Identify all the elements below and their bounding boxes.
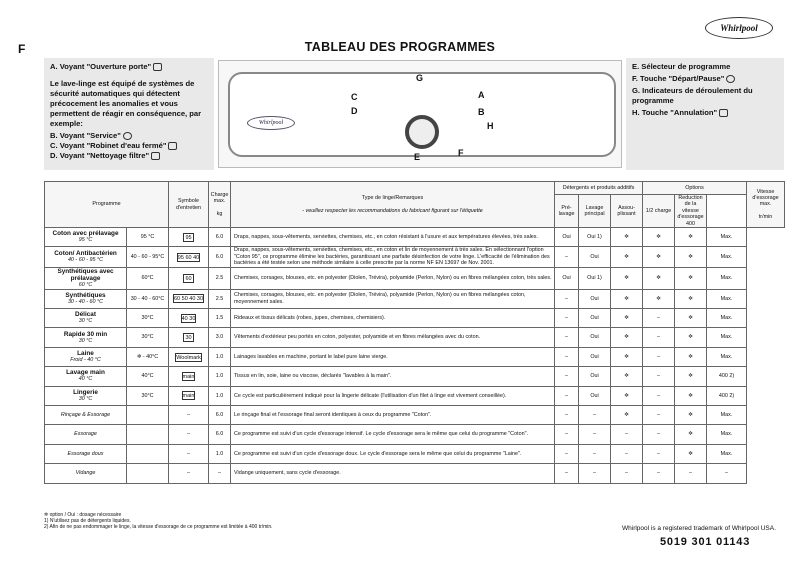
right-legend-panel [626,58,784,170]
cell-name [45,444,127,463]
trademark-note: Whirlpool is a registered trademark of Whirlpool USA. [622,525,776,532]
cell-spin-reduction: ✲ [675,444,707,463]
care-label-icon: 30 [183,333,194,342]
cell-symbol-temp: 30°C [127,328,169,347]
programme-name: Délicat [75,311,96,319]
cell-max-speed: Max. [707,405,747,424]
cell-name [45,228,127,247]
table-row [45,425,785,444]
cell-description: Rideaux et tissus délicats (robes, jupes, chemises, chemisiers). [231,309,555,328]
cell-care-symbol: – [169,405,209,424]
legend-c: C. Voyant "Robinet d'eau fermé" [50,141,208,151]
label-f: F [458,148,464,158]
cell-charge: 3.0 [209,328,231,347]
cell-spin-reduction: ✲ [675,267,707,289]
cell-spin-reduction: ✲ [675,347,707,366]
programme-name: Lingerie [73,388,98,396]
label-a: A [478,90,485,100]
program-selector-dial [405,115,439,149]
cell-symbol-temp [127,405,169,424]
programme-table [44,181,784,484]
programme-temp: 30 °C [78,395,93,402]
cell-description: Tissus en lin, soie, laine ou viscose, déclarés "lavables à la main". [231,367,555,386]
care-label-icon: main [182,373,195,380]
table-row [45,228,785,247]
cell-lavage: Oui [579,289,611,308]
programme-name: Coton avec prélavage [52,230,119,238]
cell-max-speed: Max. [707,289,747,308]
programme-temp: 30 °C [78,318,93,325]
label-g: G [416,73,424,83]
cell-symbol-temp: ✲ - 40°C [127,347,169,366]
cell-name [45,347,127,366]
cell-symbol-temp: 30 - 40 - 60°C [127,289,169,308]
table-row [45,405,785,424]
cell-prelavage: – [555,425,579,444]
table-row [45,386,785,405]
cell-description: Ce programme est suivi d'un cycle d'essorage intensif. Le cycle d'essorage sera le même que celui du programme "Coton". [231,425,555,444]
cell-spin-reduction: – [675,464,707,483]
cell-charge: 1.5 [209,309,231,328]
cell-max-speed: – [707,464,747,483]
footnote: 1) N'utilisez pas de détergents liquides. [44,518,131,524]
legend-a: A. Voyant "Ouverture porte" [50,62,208,72]
programme-temp: Froid - 40 °C [70,357,101,363]
cell-name [45,464,127,483]
cell-charge: – [209,464,231,483]
table-row [45,444,785,463]
cell-max-speed: Max. [707,228,747,247]
col-lavage: Lavage principal [579,195,611,228]
label-c: C [351,92,358,102]
cell-symbol-temp: 95 °C [127,228,169,247]
cell-half-load: – [643,328,675,347]
cancel-icon [719,109,728,117]
cell-symbol-temp: 30°C [127,386,169,405]
legend-b: B. Voyant "Service" [50,131,208,141]
cell-lavage: – [579,405,611,424]
programme-temp: 60 °C [78,281,93,288]
cell-prelavage: – [555,464,579,483]
cell-max-speed: Max. [707,267,747,289]
care-label-icon: 95 [183,233,194,242]
cell-spin-reduction: ✲ [675,386,707,405]
table-row [45,367,785,386]
care-label-icon: 60 [183,274,194,283]
cell-spin-reduction: ✲ [675,309,707,328]
label-h: H [487,121,494,131]
programme-temp: 95 °C [78,237,93,244]
care-label-icon: 60 50 40 30 [173,296,204,303]
cell-description: Vidange uniquement, sans cycle d'essorage. [231,464,555,483]
table-row [45,247,785,267]
cell-prelavage: – [555,367,579,386]
cell-description: Ce cycle est particulièrement indiqué pour la lingerie délicate (l'utilisation d'un filet à linge est vivement conseillée). [231,386,555,405]
section-letter: F [18,42,26,56]
col-assoup: Assou-plissant [611,195,643,228]
cell-charge: 1.0 [209,386,231,405]
cell-care-symbol [169,267,209,289]
cell-lavage: Oui [579,309,611,328]
cell-lavage: Oui [579,328,611,347]
cell-max-speed: Max. [707,309,747,328]
legend-intro: Le lave-linge est équipé de systèmes de sécurité automatiques qui détectent précocement les anomalies et vous permettent de réagir en conséquence, par exemple: [50,79,202,128]
cell-prelavage: – [555,309,579,328]
cell-max-speed: Max. [707,444,747,463]
cell-symbol-temp: 40 - 60 - 95°C [127,247,169,267]
cell-charge: 6.0 [209,228,231,247]
cell-lavage: – [579,444,611,463]
cell-name [45,405,127,424]
cell-spin-reduction: ✲ [675,367,707,386]
cell-spin-reduction: ✲ [675,405,707,424]
service-icon [123,132,132,140]
programme-name: Rapide 30 min [63,330,108,338]
programme-name: Lavage main [66,369,105,377]
col-type: Type de linge/Remarques - veuillez respecter les recommandations du fabricant figurant sur l'étiquette [231,182,555,228]
cell-prelavage: – [555,289,579,308]
cell-assoup: ✲ [611,347,643,366]
cell-assoup: ✲ [611,309,643,328]
cell-care-symbol [169,328,209,347]
cell-description: Lainages lavables en machine, portant le label pure laine vierge. [231,347,555,366]
cell-symbol-temp [127,464,169,483]
cell-assoup: – [611,444,643,463]
cell-name [45,247,127,267]
cell-care-symbol: – [169,464,209,483]
legend-h: H. Touche "Annulation" [632,108,778,118]
cell-half-load: – [643,386,675,405]
cell-name [45,425,127,444]
cell-prelavage: Oui [555,228,579,247]
cell-symbol-temp [127,425,169,444]
cell-lavage: – [579,425,611,444]
cell-description: Chemises, corsages, blouses, etc. en polyester (Diolen, Trévira), polyamide (Perlon, Nylon) ou en fibres mélangées coton, moyennement sales. [231,289,555,308]
cell-max-speed: Max. [707,328,747,347]
cell-care-symbol [169,367,209,386]
cell-assoup: ✲ [611,328,643,347]
programme-temp: 30 °C [78,337,93,344]
cell-prelavage: – [555,444,579,463]
table-group-header [45,182,785,195]
programme-name: Synthétiques [65,291,106,299]
programme-temp: 30 - 40 - 60 °C [67,298,104,305]
cell-name [45,267,127,289]
table-row [45,347,785,366]
cell-charge: 1.0 [209,347,231,366]
cell-symbol-temp: 30°C [127,309,169,328]
panel-logo: Whirlpool [247,116,295,130]
cell-assoup: ✲ [611,405,643,424]
cell-symbol-temp: 40°C [127,367,169,386]
care-label-icon: Woolmark [176,354,201,361]
cell-assoup: ✲ [611,267,643,289]
cell-half-load: – [643,309,675,328]
cell-half-load: – [643,425,675,444]
cell-assoup: – [611,425,643,444]
col-symbole: Symbole d'entretien [169,182,209,228]
label-e: E [414,152,421,162]
cell-charge: 6.0 [209,405,231,424]
cell-charge: 6.0 [209,247,231,267]
col-reduction: Reduction de la vitesse d'essorage 400 [675,195,707,228]
programme-name: Essorage [74,431,97,438]
table-row [45,289,785,308]
cell-name [45,328,127,347]
legend-e: E. Sélecteur de programme [632,62,731,71]
cell-description: Chemises, corsages, blouses, etc. en polyester (Diolen, Trévira), polyamide (Perlon, Nylon) ou en fibres mélangées coton, très sales. [231,267,555,289]
programme-name: Vidange [75,470,96,477]
cell-charge: 2.5 [209,289,231,308]
label-d: D [351,106,358,116]
cell-spin-reduction: ✲ [675,328,707,347]
cell-assoup: ✲ [611,228,643,247]
group-options: Options [643,182,747,195]
table-row [45,267,785,289]
cell-lavage: Oui [579,347,611,366]
legend-g: G. Indicateurs de déroulement du programme [632,86,753,105]
cell-max-speed: Max. [707,247,747,267]
cell-prelavage: Oui [555,267,579,289]
cell-prelavage: – [555,347,579,366]
cell-care-symbol [169,386,209,405]
cell-care-symbol: – [169,444,209,463]
cell-half-load: – [643,464,675,483]
cell-spin-reduction: ✲ [675,289,707,308]
legend-d: D. Voyant "Nettoyage filtre" [50,151,208,161]
cell-description: Ce programme est suivi d'un cycle d'essorage doux. Le cycle d'essorage sera le même que celui du programme "Laine". [231,444,555,463]
col-half: 1/2 charge [643,195,675,228]
cell-care-symbol [169,309,209,328]
cell-lavage: Oui 1) [579,267,611,289]
label-b: B [478,107,485,117]
cell-charge: 6.0 [209,425,231,444]
cell-name [45,386,127,405]
programme-name: Laine [77,350,94,357]
cell-name [45,367,127,386]
cell-name [45,289,127,308]
care-label-icon: 95 60 40 [177,254,200,261]
cell-assoup: ✲ [611,367,643,386]
cell-half-load: ✲ [643,267,675,289]
cell-lavage: Oui [579,386,611,405]
cell-care-symbol [169,289,209,308]
cell-description: Draps, nappes, sous-vêtements, serviettes, chemises, etc., en coton résistant à l'usure et aux températures élevées, très sales. [231,228,555,247]
cell-spin-reduction: ✲ [675,247,707,267]
cell-charge: 1.0 [209,444,231,463]
cell-assoup: ✲ [611,247,643,267]
col-programme: Programme [45,182,169,228]
legend-f: F. Touche "Départ/Pause" [632,74,778,84]
page-title: TABLEAU DES PROGRAMMES [304,40,496,54]
cell-half-load: – [643,367,675,386]
cell-prelavage: – [555,328,579,347]
programme-name: Synthétiques avec prélavage [57,267,114,282]
document-code: 5019 301 01143 [660,536,751,548]
cell-description: Le rinçage final et l'essorage final seront identiques à ceux du programme "Coton". [231,405,555,424]
programme-temp: 40 °C [78,376,93,383]
cell-spin-reduction: ✲ [675,425,707,444]
group-detergents: Détergents et produits additifs [555,182,643,195]
col-vitesse: Vitesse d'essorage max. tr/min [747,182,785,228]
table-row [45,309,785,328]
whirlpool-logo: Whirlpool [705,17,773,39]
cell-prelavage: – [555,247,579,267]
footnote: ✲ option / Oui : dosage nécessaire [44,512,122,518]
cell-description: Draps, nappes, sous-vêtements, serviettes, chemises, etc., en coton et lin de moyennement à très sales. En sélectionnant l'option "Coton 95", ce programme élimine les bactéries, garantissant une parfaite désinfection de votre linge. L'efficacité de l'élimination des bactéries a été testée selon une méthode similaire à celle prescrite par la norme NF EN 13697 de Nov. 2001. [231,247,555,267]
cell-half-load: – [643,347,675,366]
programme-name: Essorage doux [67,450,104,457]
table-row [45,464,785,483]
footnote: 2) Afin de ne pas endommager le linge, la vitesse d'essorage de ce programme est limitée à 400 tr/min. [44,524,273,530]
cell-spin-reduction: ✲ [675,228,707,247]
cell-half-load: ✲ [643,228,675,247]
care-label-icon: 40 30 [181,315,196,322]
cell-name [45,309,127,328]
footnotes [44,512,273,530]
cell-max-speed: Max. [707,347,747,366]
programme-name: Rinçage & Essorage [60,411,111,418]
cell-symbol-temp: 60°C [127,267,169,289]
programme-temp: 40 - 60 - 95 °C [67,257,104,264]
cell-care-symbol: – [169,425,209,444]
cell-assoup: ✲ [611,289,643,308]
left-legend-panel [44,58,214,170]
table-row [45,328,785,347]
cell-half-load: – [643,405,675,424]
programme-name: Coton/ Antibactérien [54,250,117,258]
tap-icon [168,142,177,150]
start-pause-icon [726,75,735,83]
door-lock-icon [153,63,162,71]
cell-half-load: ✲ [643,247,675,267]
cell-charge: 1.0 [209,367,231,386]
cell-symbol-temp [127,444,169,463]
cell-lavage: Oui [579,367,611,386]
cell-lavage: – [579,464,611,483]
filter-icon [151,152,160,160]
cell-max-speed: 400 2) [707,386,747,405]
cell-lavage: Oui [579,247,611,267]
cell-half-load: ✲ [643,289,675,308]
cell-assoup: – [611,464,643,483]
cell-prelavage: – [555,386,579,405]
cell-charge: 2.5 [209,267,231,289]
cell-care-symbol [169,247,209,267]
cell-prelavage: – [555,405,579,424]
cell-description: Vêtements d'extérieur peu portés en coton, polyester, polyamide et en fibres mélangées avec du coton. [231,328,555,347]
cell-care-symbol [169,347,209,366]
cell-max-speed: Max. [707,425,747,444]
cell-care-symbol [169,228,209,247]
cell-half-load: – [643,444,675,463]
col-charge: Charge max. kg [209,182,231,228]
care-label-icon: main [182,393,195,400]
cell-max-speed: 400 2) [707,367,747,386]
cell-assoup: ✲ [611,386,643,405]
cell-lavage: Oui 1) [579,228,611,247]
col-prelavage: Pré-lavage [555,195,579,228]
